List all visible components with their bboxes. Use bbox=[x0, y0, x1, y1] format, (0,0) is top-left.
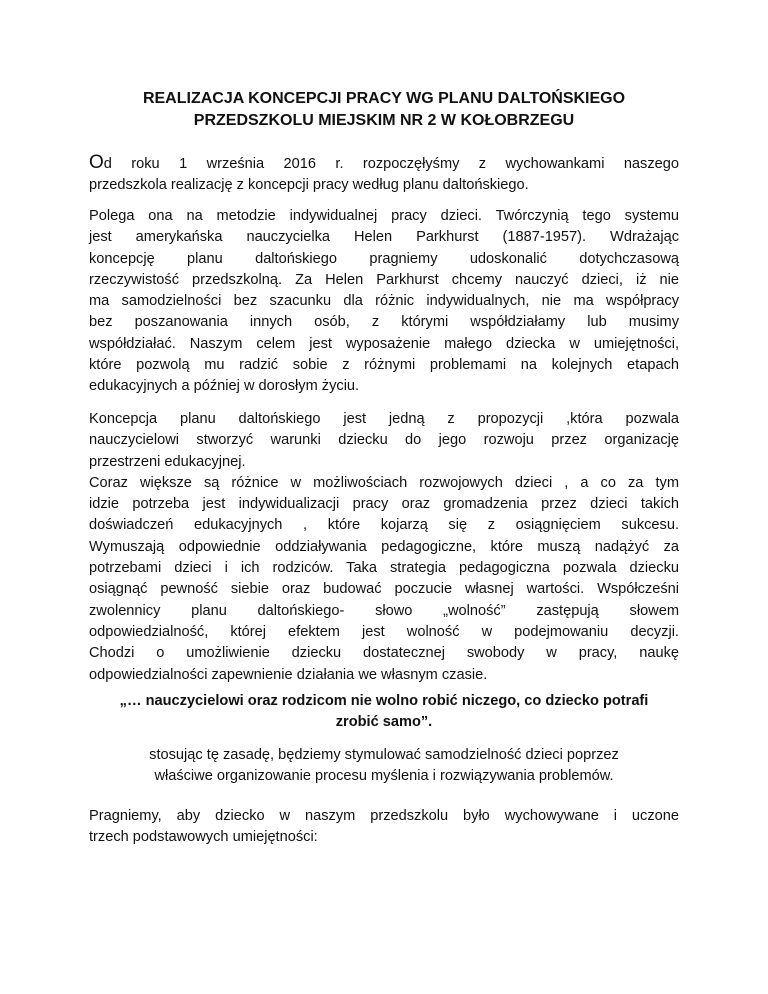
title-line-2: PRZEDSZKOLU MIEJSKIM NR 2 W KOŁOBRZEGU bbox=[193, 112, 575, 129]
paragraph-line: odpowiedzialność, której efektem jest wolność w podejmowaniu decyzji. bbox=[89, 623, 679, 640]
paragraph-line: trzech podstawowych umiejętności: bbox=[89, 829, 318, 846]
paragraph-line: doświadczeń edukacyjnych , które kojarzą się z osiągnięciem sukcesu. bbox=[89, 517, 679, 534]
paragraph-line: Polega ona na metodzie indywidualnej pracy dzieci. Twórczynią tego systemu bbox=[89, 208, 679, 224]
paragraph-line: ma samodzielności bez szacunku dla różnic indywidualnych, nie ma współpracy bbox=[89, 293, 679, 310]
paragraph-line: rzeczywistość przedszkolną. Za Helen Parkhurst chcemy nauczyć dzieci, iż nie bbox=[89, 271, 679, 288]
paragraph-line: przestrzeni edukacyjnej. bbox=[89, 453, 246, 470]
paragraph-line: współdziałać. Naszym celem jest wyposażenie małego dziecka w umiejętności, bbox=[89, 335, 679, 352]
paragraph-intro bbox=[89, 152, 679, 197]
title-line-1: REALIZACJA KONCEPCJI PRACY WG PLANU DALTOŃSKIEGO bbox=[142, 90, 626, 107]
quote-line-2: zrobić samo”. bbox=[335, 714, 433, 731]
paragraph-line: Pragniemy, aby dziecko w naszym przedszkolu było wychowywane i uczone bbox=[89, 808, 679, 824]
paragraph-line: potrzebami dzieci i ich rodziców. Taka strategia pedagogiczna pozwala dziecku bbox=[89, 560, 679, 577]
drop-cap: O bbox=[89, 152, 104, 173]
paragraph-line: Coraz większe są różnice w możliwościach rozwojowych dzieci , a co za tym bbox=[89, 474, 679, 491]
paragraph-line: nauczycielowi stworzyć warunki dziecku do jego rozwoju przez organizację bbox=[89, 432, 679, 449]
paragraph-line: idzie potrzeba jest indywidualizacji pracy oraz gromadzenia przez dzieci takich bbox=[89, 496, 679, 513]
paragraph-line: odpowiedzialności zapewnienie działania we własnym czasie. bbox=[89, 666, 488, 683]
paragraph-skills bbox=[89, 806, 679, 849]
paragraph-line: Chodzi o umożliwienie dziecku dostatecznej swobody w pracy, naukę bbox=[89, 645, 679, 662]
paragraph-line: bez poszanowania innych osób, z którymi współdziałamy lub musimy bbox=[89, 314, 679, 331]
paragraph-method bbox=[89, 206, 679, 398]
paragraph-line: koncepcję planu daltońskiego pragniemy udoskonalić dotychczasową bbox=[89, 250, 679, 267]
paragraph-line: Wymuszają odpowiednie oddziaływania pedagogiczne, które muszą nadążyć za bbox=[89, 538, 679, 555]
document-title bbox=[89, 88, 679, 132]
paragraph-line: przedszkola realizację z koncepcji pracy według planu daltońskiego. bbox=[89, 177, 529, 194]
paragraph-line bbox=[89, 152, 679, 175]
paragraph-line: osiągnąć pewność siebie oraz budować poczucie własnej wartości. Współcześni bbox=[89, 581, 679, 598]
principle-line-2: właściwe organizowanie procesu myślenia i rozwiązywania problemów. bbox=[154, 768, 614, 785]
paragraph-line: jest amerykańska nauczycielka Helen Parkhurst (1887-1957). Wdrażając bbox=[89, 229, 679, 246]
paragraph-line: zwolennicy planu daltońskiego- słowo „wolność” zastępują słowem bbox=[89, 602, 679, 619]
principle-text bbox=[89, 745, 679, 788]
paragraph-line-text: d roku 1 września 2016 r. rozpoczęłyśmy z wychowankami naszego bbox=[103, 156, 679, 172]
principle-line-1: stosując tę zasadę, będziemy stymulować samodzielność dzieci poprzez bbox=[149, 747, 619, 763]
quote-block bbox=[89, 691, 679, 734]
paragraph-concept bbox=[89, 409, 679, 686]
paragraph-line: edukacyjnych a później w dorosłym życiu. bbox=[89, 378, 360, 395]
paragraph-line: Koncepcja planu daltońskiego jest jedną z propozycji ,która pozwala bbox=[89, 411, 679, 427]
quote-line-1: „… nauczycielowi oraz rodzicom nie wolno robić niczego, co dziecko potrafi bbox=[119, 693, 649, 709]
paragraph-line: które pozwolą mu radzić sobie z różnymi problemami na kolejnych etapach bbox=[89, 357, 679, 374]
